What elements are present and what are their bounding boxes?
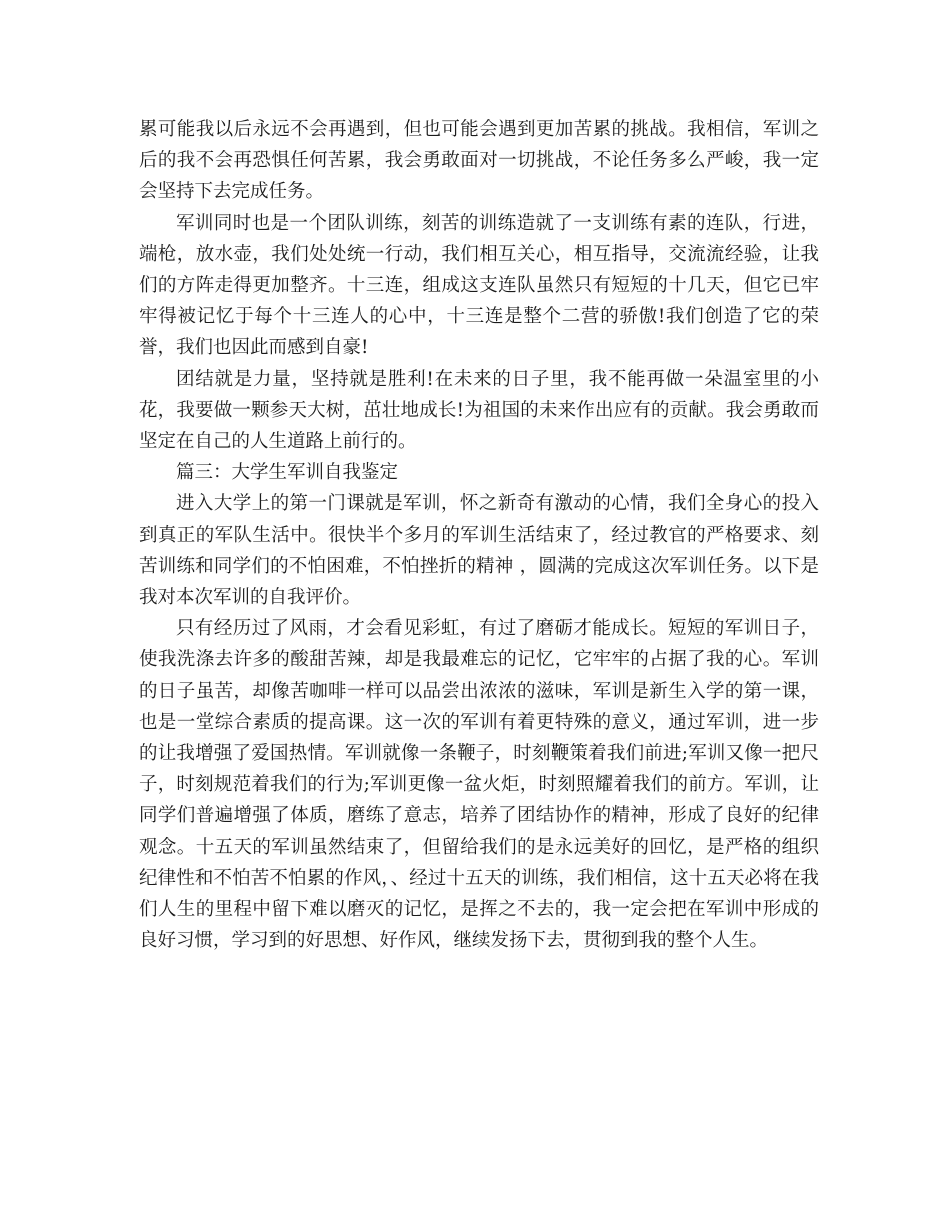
paragraph-unity: 团结就是力量，坚持就是胜利!在未来的日子里，我不能再做一朵温室里的小花，我要做一颗参天大树，茁壮地成长!为祖国的未来作出应有的贡献。我会勇敢而坚定在自己的人生道路上前行的。 (139, 368, 819, 453)
section-heading: 篇三：大学生军训自我鉴定 (176, 462, 399, 484)
paragraph-team-training: 军训同时也是一个团队训练，刻苦的训练造就了一支训练有素的连队，行进，端枪，放水壶，我们处处统一行动，我们相互关心，相互指导，交流流经验，让我们的方阵走得更加整齐。十三连，组成这支连队虽然只有短短的十几天，但它已牢牢得被记忆于每个十三连人的心中，十三连是整个二营的骄傲!我们创造了它的荣誉，我们也因此而感到自豪! (139, 212, 819, 359)
paragraph-continued: 累可能我以后永远不会再遇到，但也可能会遇到更加苦累的挑战。我相信，军训之后的我不会再恐惧任何苦累，我会勇敢面对一切挑战，不论任务多么严峻，我一定会坚持下去完成任务。 (139, 119, 819, 203)
document-body (139, 114, 819, 956)
paragraph-reflection: 只有经历过了风雨，才会看见彩虹，有过了磨砺才能成长。短短的军训日子，使我洗涤去许多的酸甜苦辣，却是我最难忘的记忆，它牢牢的占据了我的心。军训的日子虽苦，却像苦咖啡一样可以品尝出浓浓的滋味，军训是新生入学的第一课，也是一堂综合素质的提高课。这一次的军训有着更特殊的意义，通过军训，进一步的让我增强了爱国热情。军训就像一条鞭子，时刻鞭策着我们前进;军训又像一把尺子，时刻规范着我们的行为;军训更像一盆火炬，时刻照耀着我们的前方。军训，让同学们普遍增强了体质，磨练了意志，培养了团结协作的精神，形成了良好的纪律观念。十五天的军训虽然结束了，但留给我们的是永远美好的回忆，是严格的组织纪律性和不怕苦不怕累的作风，、经过十五天的训练，我们相信，这十五天必将在我们人生的里程中留下难以磨灭的记忆，是挥之不去的，我一定会把在军训中形成的良好习惯，学习到的好思想、好作风，继续发扬下去，贯彻到我的整个人生。 (139, 618, 819, 952)
paragraph-intro: 进入大学上的第一门课就是军训，怀之新奇有激动的心情，我们全身心的投入到真正的军队生活中。很快半个多月的军训生活结束了，经过教官的严格要求、刻苦训练和同学们的不怕困难，不怕挫折的精神 ，圆满的完成这次军训任务。以下是我对本次军训的自我评价。 (139, 493, 819, 609)
